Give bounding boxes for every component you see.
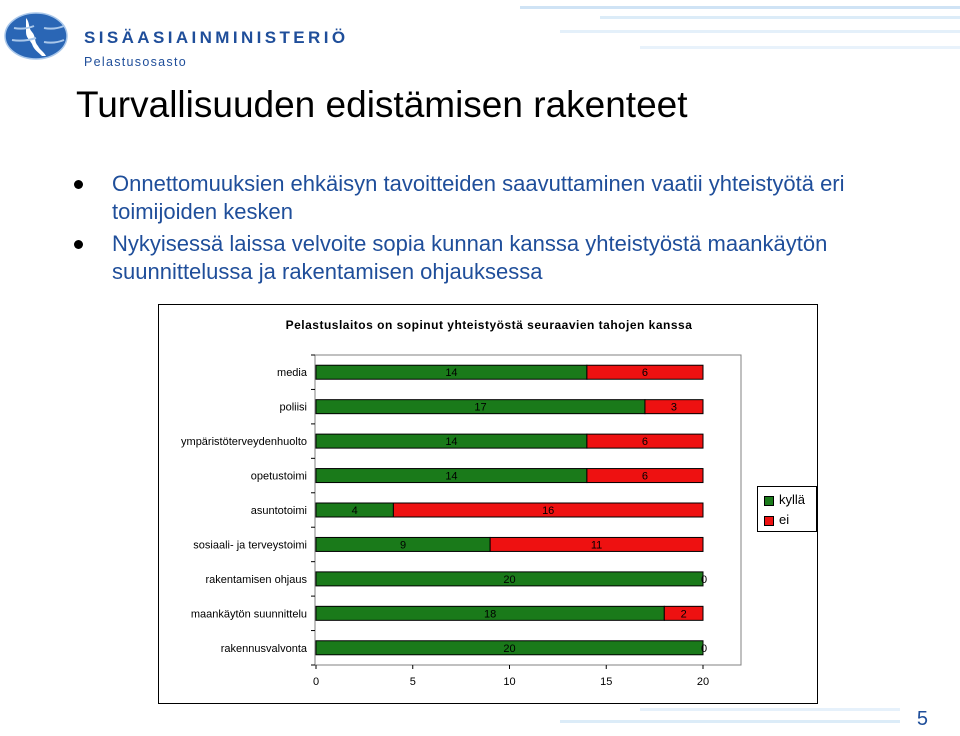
data-label: 11 (590, 539, 603, 552)
x-tick-label: 20 (696, 676, 710, 688)
data-label: 18 (484, 608, 497, 621)
category-label: asuntotoimi (250, 505, 307, 517)
data-label: 0 (700, 573, 708, 586)
x-tick-label: 10 (503, 676, 516, 688)
x-tick-label: 0 (312, 676, 320, 688)
header-stripe (640, 46, 960, 49)
legend-label: kyllä (779, 492, 806, 507)
chart-title: Pelastuslaitos on sopinut yhteistyöstä seuraavien tahojen kanssa (285, 318, 693, 332)
legend-swatch (764, 496, 774, 506)
data-label: 14 (445, 470, 458, 483)
bullet-list (74, 170, 934, 290)
header-stripe (560, 30, 960, 33)
category-label: ympäristöterveydenhuolto (181, 436, 307, 449)
data-label: 0 (700, 642, 708, 655)
data-label: 6 (641, 470, 649, 483)
category-label: poliisi (279, 401, 307, 414)
data-label: 2 (680, 608, 687, 621)
bullet-item (74, 170, 934, 226)
category-label: rakentamisen ohjaus (205, 573, 307, 586)
footer-stripe (560, 720, 900, 723)
org-name: SISÄASIAINMINISTERIÖ (84, 28, 349, 47)
bullet-text: Nykyisessä laissa velvoite sopia kunnan kanssa yhteistyöstä maankäytön suunnittelussa ja rakentamisen ohjauksessa (112, 231, 828, 284)
category-label: maankäytön suunnittelu (190, 608, 307, 621)
bullet-dot-icon (74, 240, 83, 249)
bullet-text: Onnettomuuksien ehkäisyn tavoitteiden saavuttaminen vaatii yhteistyötä eri toimijoiden kesken (112, 171, 845, 224)
chart-frame (158, 304, 818, 704)
header-stripe (520, 6, 960, 9)
data-label: 16 (542, 505, 555, 517)
header-stripe (600, 16, 960, 19)
data-label: 6 (641, 436, 649, 449)
data-label: 20 (503, 573, 516, 586)
page-number: 5 (916, 708, 928, 730)
x-tick-label: 5 (409, 676, 416, 688)
legend-label: ei (779, 512, 790, 527)
data-label: 17 (474, 401, 487, 414)
category-label: media (277, 367, 307, 380)
data-label: 14 (445, 436, 458, 449)
data-label: 6 (641, 367, 649, 380)
ministry-emblem-icon (4, 10, 74, 62)
data-label: 4 (351, 505, 358, 517)
legend-swatch (764, 516, 774, 526)
stacked-bar-chart (159, 305, 819, 705)
data-label: 9 (400, 539, 407, 552)
bullet-dot-icon (74, 180, 83, 189)
data-label: 3 (670, 401, 678, 414)
bullet-item (74, 230, 934, 286)
x-tick-label: 15 (600, 676, 613, 688)
data-label: 14 (445, 367, 458, 380)
slide-title: Turvallisuuden edistämisen rakenteet (76, 84, 688, 125)
category-label: rakennusvalvonta (220, 642, 307, 655)
ministry-logo (4, 10, 349, 69)
category-label: sosiaali- ja terveystoimi (193, 539, 307, 552)
chart-legend (757, 486, 817, 532)
data-label: 20 (503, 642, 516, 655)
org-subtitle: Pelastusosasto (84, 55, 187, 69)
footer-stripe (640, 708, 900, 711)
category-label: opetustoimi (250, 470, 307, 483)
